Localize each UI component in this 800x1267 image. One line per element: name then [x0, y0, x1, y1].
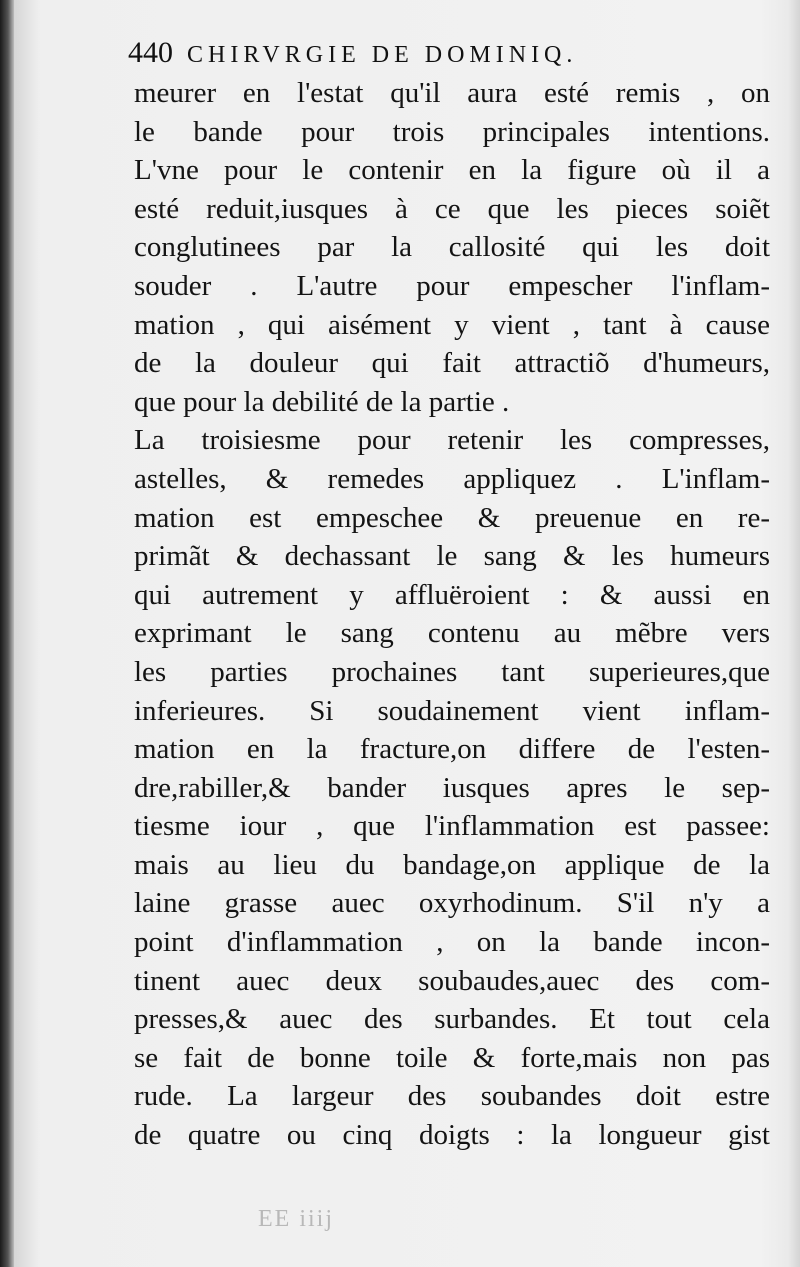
text-line: de quatre ou cinq doigts : la longueur gist	[134, 1119, 770, 1152]
text-line: les parties prochaines tant superieures,que	[134, 655, 770, 688]
signature-mark: EE iiij	[258, 1206, 334, 1232]
text-line: astelles, & remedes appliquez . L'inflam-	[134, 462, 770, 495]
text-line: mation en la fracture,on differe de l'esten-	[134, 733, 770, 766]
text-line: qui autrement y affluëroient : & aussi en	[134, 578, 770, 611]
text-line: mation est empeschee & preuenue en re-	[134, 501, 770, 534]
page-number: 440	[128, 36, 173, 69]
text-line: le bande pour trois principales intentions.	[134, 115, 770, 148]
text-line: se fait de bonne toile & forte,mais non pas	[134, 1041, 770, 1074]
page-gutter	[0, 0, 14, 1267]
text-line: dre,rabiller,& bander iusques apres le sep-	[134, 771, 770, 804]
text-line: laine grasse auec oxyrhodinum. S'il n'y a	[134, 887, 770, 920]
text-line: esté reduit,iusques à ce que les pieces soiẽt	[134, 192, 770, 225]
text-line: exprimant le sang contenu au mẽbre vers	[134, 617, 770, 650]
text-line: La troisiesme pour retenir les compresses,	[134, 424, 770, 457]
text-line: presses,& auec des surbandes. Et tout cela	[134, 1003, 770, 1036]
text-line: que pour la debilité de la partie .	[134, 385, 510, 418]
body-text	[134, 74, 770, 1155]
text-line: tiesme iour , que l'inflammation est passee:	[134, 810, 770, 843]
page-edge	[788, 0, 800, 1267]
text-line: point d'inflammation , on la bande incon-	[134, 926, 770, 959]
text-line: mation , qui aisément y vient , tant à cause	[134, 308, 770, 341]
running-title: CHIRVRGIE DE DOMINIQ.	[187, 42, 578, 68]
text-line: de la douleur qui fait attractiõ d'humeurs,	[134, 347, 770, 380]
text-line: inferieures. Si soudainement vient inflam-	[134, 694, 770, 727]
text-line: tinent auec deux soubaudes,auec des com-	[134, 964, 770, 997]
text-line: souder . L'autre pour empescher l'inflam-	[134, 269, 770, 302]
text-line: meurer en l'estat qu'il aura esté remis , on	[134, 77, 770, 109]
text-line: conglutinees par la callosité qui les doit	[134, 231, 770, 264]
text-line: mais au lieu du bandage,on applique de la	[134, 848, 770, 881]
text-line: primãt & dechassant le sang & les humeurs	[134, 540, 770, 573]
text-line: rude. La largeur des soubandes doit estre	[134, 1080, 770, 1113]
text-line: L'vne pour le contenir en la figure où il a	[134, 154, 770, 187]
